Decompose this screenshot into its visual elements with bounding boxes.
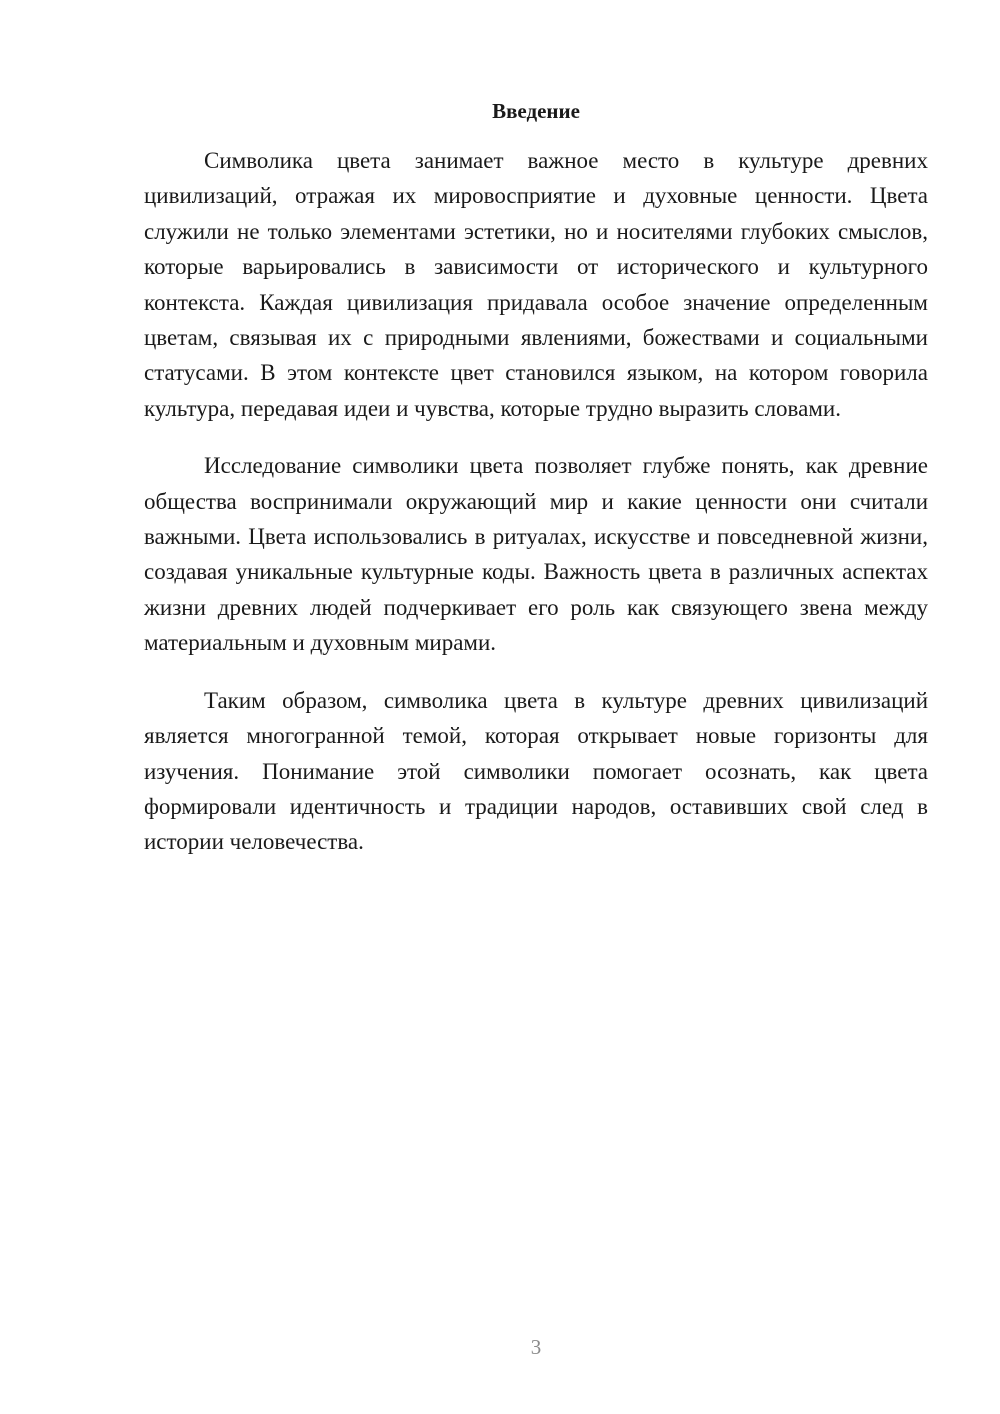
paragraph-2: Исследование символики цвета позволяет глубже понять, как древние общества воспринимали окружающий мир и какие ценности они считали важными. Цвета использовались в ритуалах, искусстве и повседневной жизни, создавая уникальные культурные коды. Важность цвета в различных аспектах жизни древних людей подчеркивает его роль как связующего звена между материальным и духовным мирами. — [144, 453, 928, 656]
section-heading: Введение — [492, 99, 580, 123]
paragraph-1: Символика цвета занимает важное место в культуре древних цивилизаций, отражая их мировосприятие и духовные ценности. Цвета служили не только элементами эстетики, но и носителями глубоких смыслов, которые варьировались в зависимости от исторического и культурного контекста. Каждая цивилизация придавала особое значение определенным цветам, связывая их с природными явлениями, божествами и социальными статусами. В этом контексте цвет становился языком, на котором говорила культура, передавая идеи и чувства, которые трудно выразить словами. — [144, 148, 928, 421]
page-number: 3 — [530, 1335, 542, 1359]
paragraph-3: Таким образом, символика цвета в культуре древних цивилизаций является многогранной темой, которая открывает новые горизонты для изучения. Понимание этой символики помогает осознать, как цвета формировали идентичность и традиции народов, оставивших свой след в истории человечества. — [144, 687, 928, 855]
body-text — [144, 143, 928, 882]
